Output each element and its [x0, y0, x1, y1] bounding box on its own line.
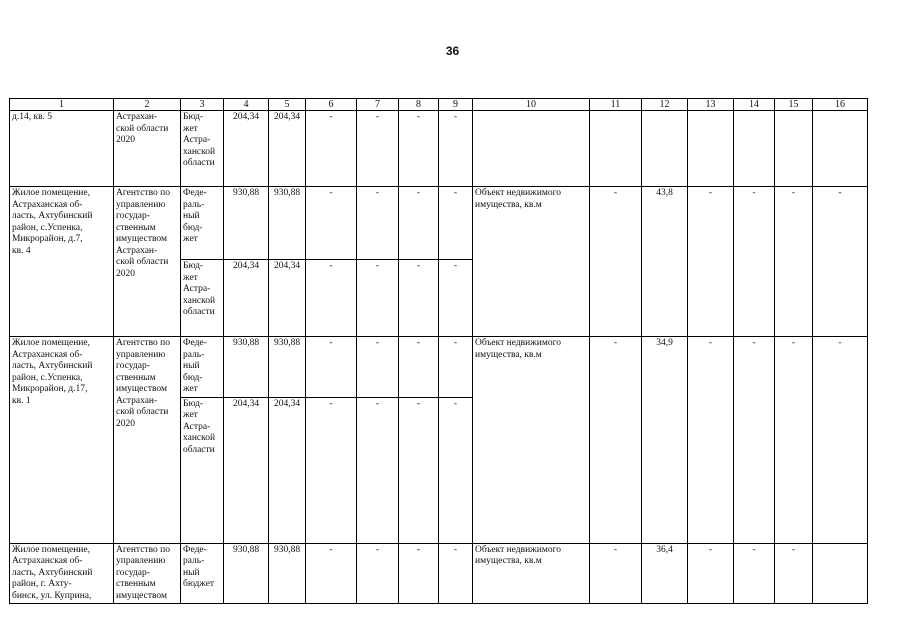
column-header: 11: [590, 99, 642, 111]
budget-table: [9, 98, 868, 604]
value-cell: [813, 111, 868, 187]
value-cell: -: [399, 111, 439, 187]
indicator-cell: Объект недвижимого имущества, кв.м: [473, 187, 590, 337]
column-header: 9: [439, 99, 473, 111]
column-header: 8: [399, 99, 439, 111]
value-cell: -: [775, 337, 813, 544]
value-cell: 930,88: [269, 337, 306, 398]
funding-source-cell: Бюд- жет Астра- ханской области: [181, 397, 224, 543]
indicator-cell: Объект недвижимого имущества, кв.м: [473, 337, 590, 544]
column-header: 10: [473, 99, 590, 111]
value-cell: 204,34: [269, 397, 306, 543]
value-cell: -: [775, 543, 813, 604]
column-header: 13: [688, 99, 734, 111]
value-cell: -: [813, 187, 868, 337]
value-cell: -: [688, 187, 734, 337]
value-cell: -: [357, 337, 399, 398]
column-header-row: [10, 99, 868, 111]
value-cell: -: [306, 260, 357, 337]
object-cell: Жилое помещение, Астраханская об- ласть, Ахтубинский район, с.Успенка, Микрорайон, д.7, кв. 4: [10, 187, 114, 337]
column-header: 3: [181, 99, 224, 111]
table-row: [10, 543, 868, 604]
value-cell: 36,4: [642, 543, 688, 604]
value-cell: -: [590, 337, 642, 544]
agency-cell: Агентство по управлению государ- ственным имуществом Астрахан- ской области 2020: [114, 187, 181, 337]
value-cell: [775, 111, 813, 187]
value-cell: [813, 543, 868, 604]
value-cell: -: [734, 337, 775, 544]
value-cell: 930,88: [224, 187, 269, 260]
funding-source-cell: Феде- раль- ный бюд- жет: [181, 187, 224, 260]
indicator-cell: [473, 111, 590, 187]
value-cell: -: [688, 337, 734, 544]
value-cell: -: [357, 260, 399, 337]
value-cell: 930,88: [224, 337, 269, 398]
value-cell: [688, 111, 734, 187]
value-cell: 43,8: [642, 187, 688, 337]
value-cell: 204,34: [224, 260, 269, 337]
column-header: 7: [357, 99, 399, 111]
value-cell: 204,34: [224, 111, 269, 187]
agency-cell: Астрахан- ской области 2020: [114, 111, 181, 187]
value-cell: -: [357, 397, 399, 543]
value-cell: -: [590, 543, 642, 604]
value-cell: -: [734, 187, 775, 337]
indicator-cell: Объект недвижимого имущества, кв.м: [473, 543, 590, 604]
object-cell: Жилое помещение, Астраханская об- ласть, Ахтубинский район, с.Успенка, Микрорайон, д.17, кв. 1: [10, 337, 114, 544]
column-header: 2: [114, 99, 181, 111]
value-cell: -: [439, 543, 473, 604]
value-cell: 204,34: [269, 260, 306, 337]
value-cell: -: [734, 543, 775, 604]
funding-source-cell: Феде- раль- ный бюджет: [181, 543, 224, 604]
value-cell: -: [399, 260, 439, 337]
value-cell: -: [439, 111, 473, 187]
value-cell: -: [439, 337, 473, 398]
funding-source-cell: Феде- раль- ный бюд- жет: [181, 337, 224, 398]
column-header: 14: [734, 99, 775, 111]
page-number: 36: [445, 44, 460, 58]
column-header: 4: [224, 99, 269, 111]
table-row: [10, 337, 868, 398]
value-cell: 930,88: [224, 543, 269, 604]
table-row: [10, 187, 868, 260]
agency-cell: Агентство по управлению государ- ственным имуществом: [114, 543, 181, 604]
value-cell: [642, 111, 688, 187]
object-cell: Жилое помещение, Астраханская об- ласть, Ахтубинский район, г. Ахту- бинск, ул. Куприна,: [10, 543, 114, 604]
value-cell: -: [775, 187, 813, 337]
value-cell: -: [439, 187, 473, 260]
column-header: 6: [306, 99, 357, 111]
value-cell: 204,34: [224, 397, 269, 543]
value-cell: -: [306, 397, 357, 543]
value-cell: -: [590, 187, 642, 337]
value-cell: -: [439, 397, 473, 543]
table-row: [10, 111, 868, 187]
value-cell: [590, 111, 642, 187]
column-header: 16: [813, 99, 868, 111]
column-header: 5: [269, 99, 306, 111]
column-header: 1: [10, 99, 114, 111]
value-cell: -: [399, 543, 439, 604]
value-cell: -: [306, 543, 357, 604]
value-cell: -: [399, 337, 439, 398]
value-cell: [734, 111, 775, 187]
value-cell: -: [357, 543, 399, 604]
value-cell: -: [439, 260, 473, 337]
value-cell: -: [306, 111, 357, 187]
value-cell: -: [357, 187, 399, 260]
object-cell: д.14, кв. 5: [10, 111, 114, 187]
value-cell: 930,88: [269, 187, 306, 260]
agency-cell: Агентство по управлению государ- ственным имуществом Астрахан- ской области 2020: [114, 337, 181, 544]
value-cell: 204,34: [269, 111, 306, 187]
value-cell: -: [399, 187, 439, 260]
column-header: 12: [642, 99, 688, 111]
value-cell: -: [306, 337, 357, 398]
column-header: 15: [775, 99, 813, 111]
value-cell: 930,88: [269, 543, 306, 604]
funding-source-cell: Бюд- жет Астра- ханской области: [181, 260, 224, 337]
value-cell: -: [357, 111, 399, 187]
funding-source-cell: Бюд- жет Астра- ханской области: [181, 111, 224, 187]
value-cell: -: [399, 397, 439, 543]
value-cell: -: [688, 543, 734, 604]
value-cell: -: [306, 187, 357, 260]
value-cell: -: [813, 337, 868, 544]
value-cell: 34,9: [642, 337, 688, 544]
